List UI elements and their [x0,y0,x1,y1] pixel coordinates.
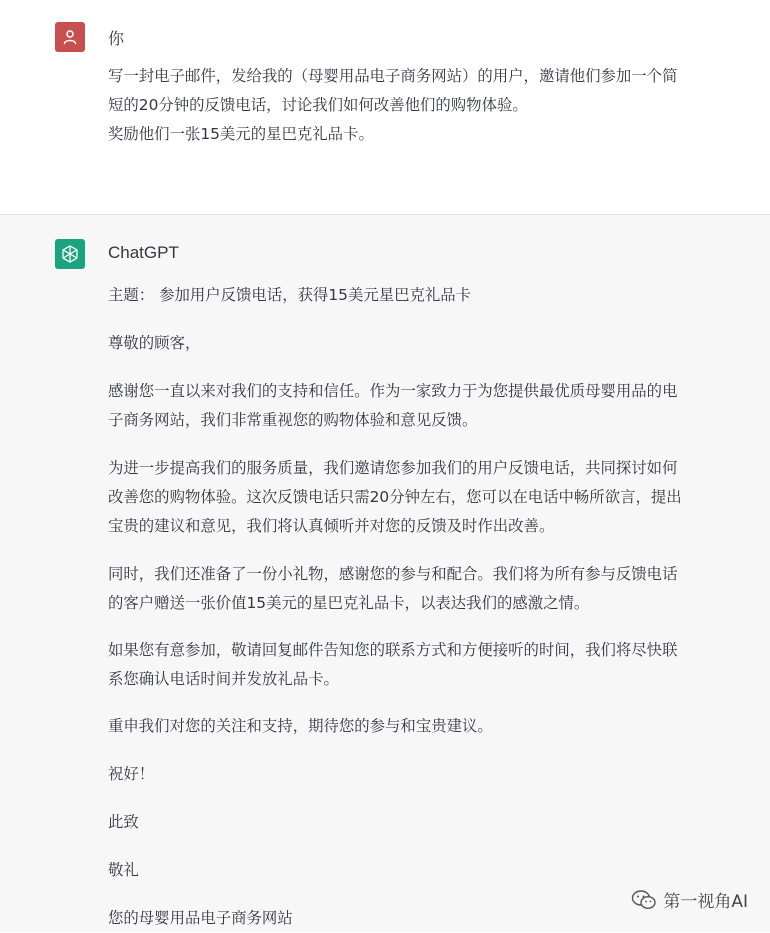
email-paragraph [108,560,708,618]
text-line: 感谢您一直以来对我们的支持和信任。作为一家致力于为您提供最优质母婴用品的电 [108,382,678,400]
assistant-name: ChatGPT [108,243,179,262]
person-icon [62,29,78,45]
assistant-message [0,215,770,932]
chatgpt-avatar [55,239,85,269]
email-greeting [108,329,708,358]
wechat-icon [631,889,657,911]
text-line: 子商务网站，我们非常重视您的购物体验和意见反馈。 [108,411,478,429]
text-line: 系您确认电话时间并发放礼品卡。 [108,670,339,688]
email-paragraph [108,454,708,541]
watermark [631,887,748,912]
user-avatar [55,22,85,52]
email-closing [108,856,708,885]
user-line: 短的20分钟的反馈电话，讨论我们如何改善他们的购物体验。 [108,96,528,114]
email-paragraph [108,712,708,741]
text-line: 同时，我们还准备了一份小礼物，感谢您的参与和配合。我们将为所有参与反馈电话 [108,565,678,583]
text-line: 主题： 参加用户反馈电话，获得15美元星巴克礼品卡 [108,286,472,304]
text-line: 敬礼 [108,861,139,879]
user-name: 你 [108,29,125,48]
text-line: 此致 [108,813,139,831]
user-message [0,0,770,215]
user-line: 写一封电子邮件，发给我的（母婴用品电子商务网站）的用户，邀请他们参加一个简 [108,67,678,85]
text-line: 如果您有意参加，敬请回复邮件告知您的联系方式和方便接听的时间，我们将尽快联 [108,641,678,659]
email-subject [108,281,708,310]
email-paragraph [108,636,708,694]
text-line: 宝贵的建议和意见，我们将认真倾听并对您的反馈及时作出改善。 [108,517,555,535]
email-closing [108,808,708,837]
user-line: 奖励他们一张15美元的星巴克礼品卡。 [108,125,374,143]
text-line: 改善您的购物体验。这次反馈电话只需20分钟左右，您可以在电话中畅所欲言，提出 [108,488,682,506]
text-line: 尊敬的顾客， [108,334,201,352]
email-signature [108,904,708,933]
text-line: 您的母婴用品电子商务网站 [108,909,293,927]
text-line: 祝好！ [108,765,155,783]
email-closing [108,760,708,789]
text-line: 为进一步提高我们的服务质量，我们邀请您参加我们的用户反馈电话，共同探讨如何 [108,459,678,477]
user-message-text [108,62,708,149]
openai-logo-icon [59,243,81,265]
text-line: 的客户赠送一张价值15美元的星巴克礼品卡，以表达我们的感激之情。 [108,594,590,612]
text-line: 重申我们对您的关注和支持，期待您的参与和宝贵建议。 [108,717,493,735]
email-paragraph [108,377,708,435]
watermark-text: 第一视角AI [663,892,748,912]
